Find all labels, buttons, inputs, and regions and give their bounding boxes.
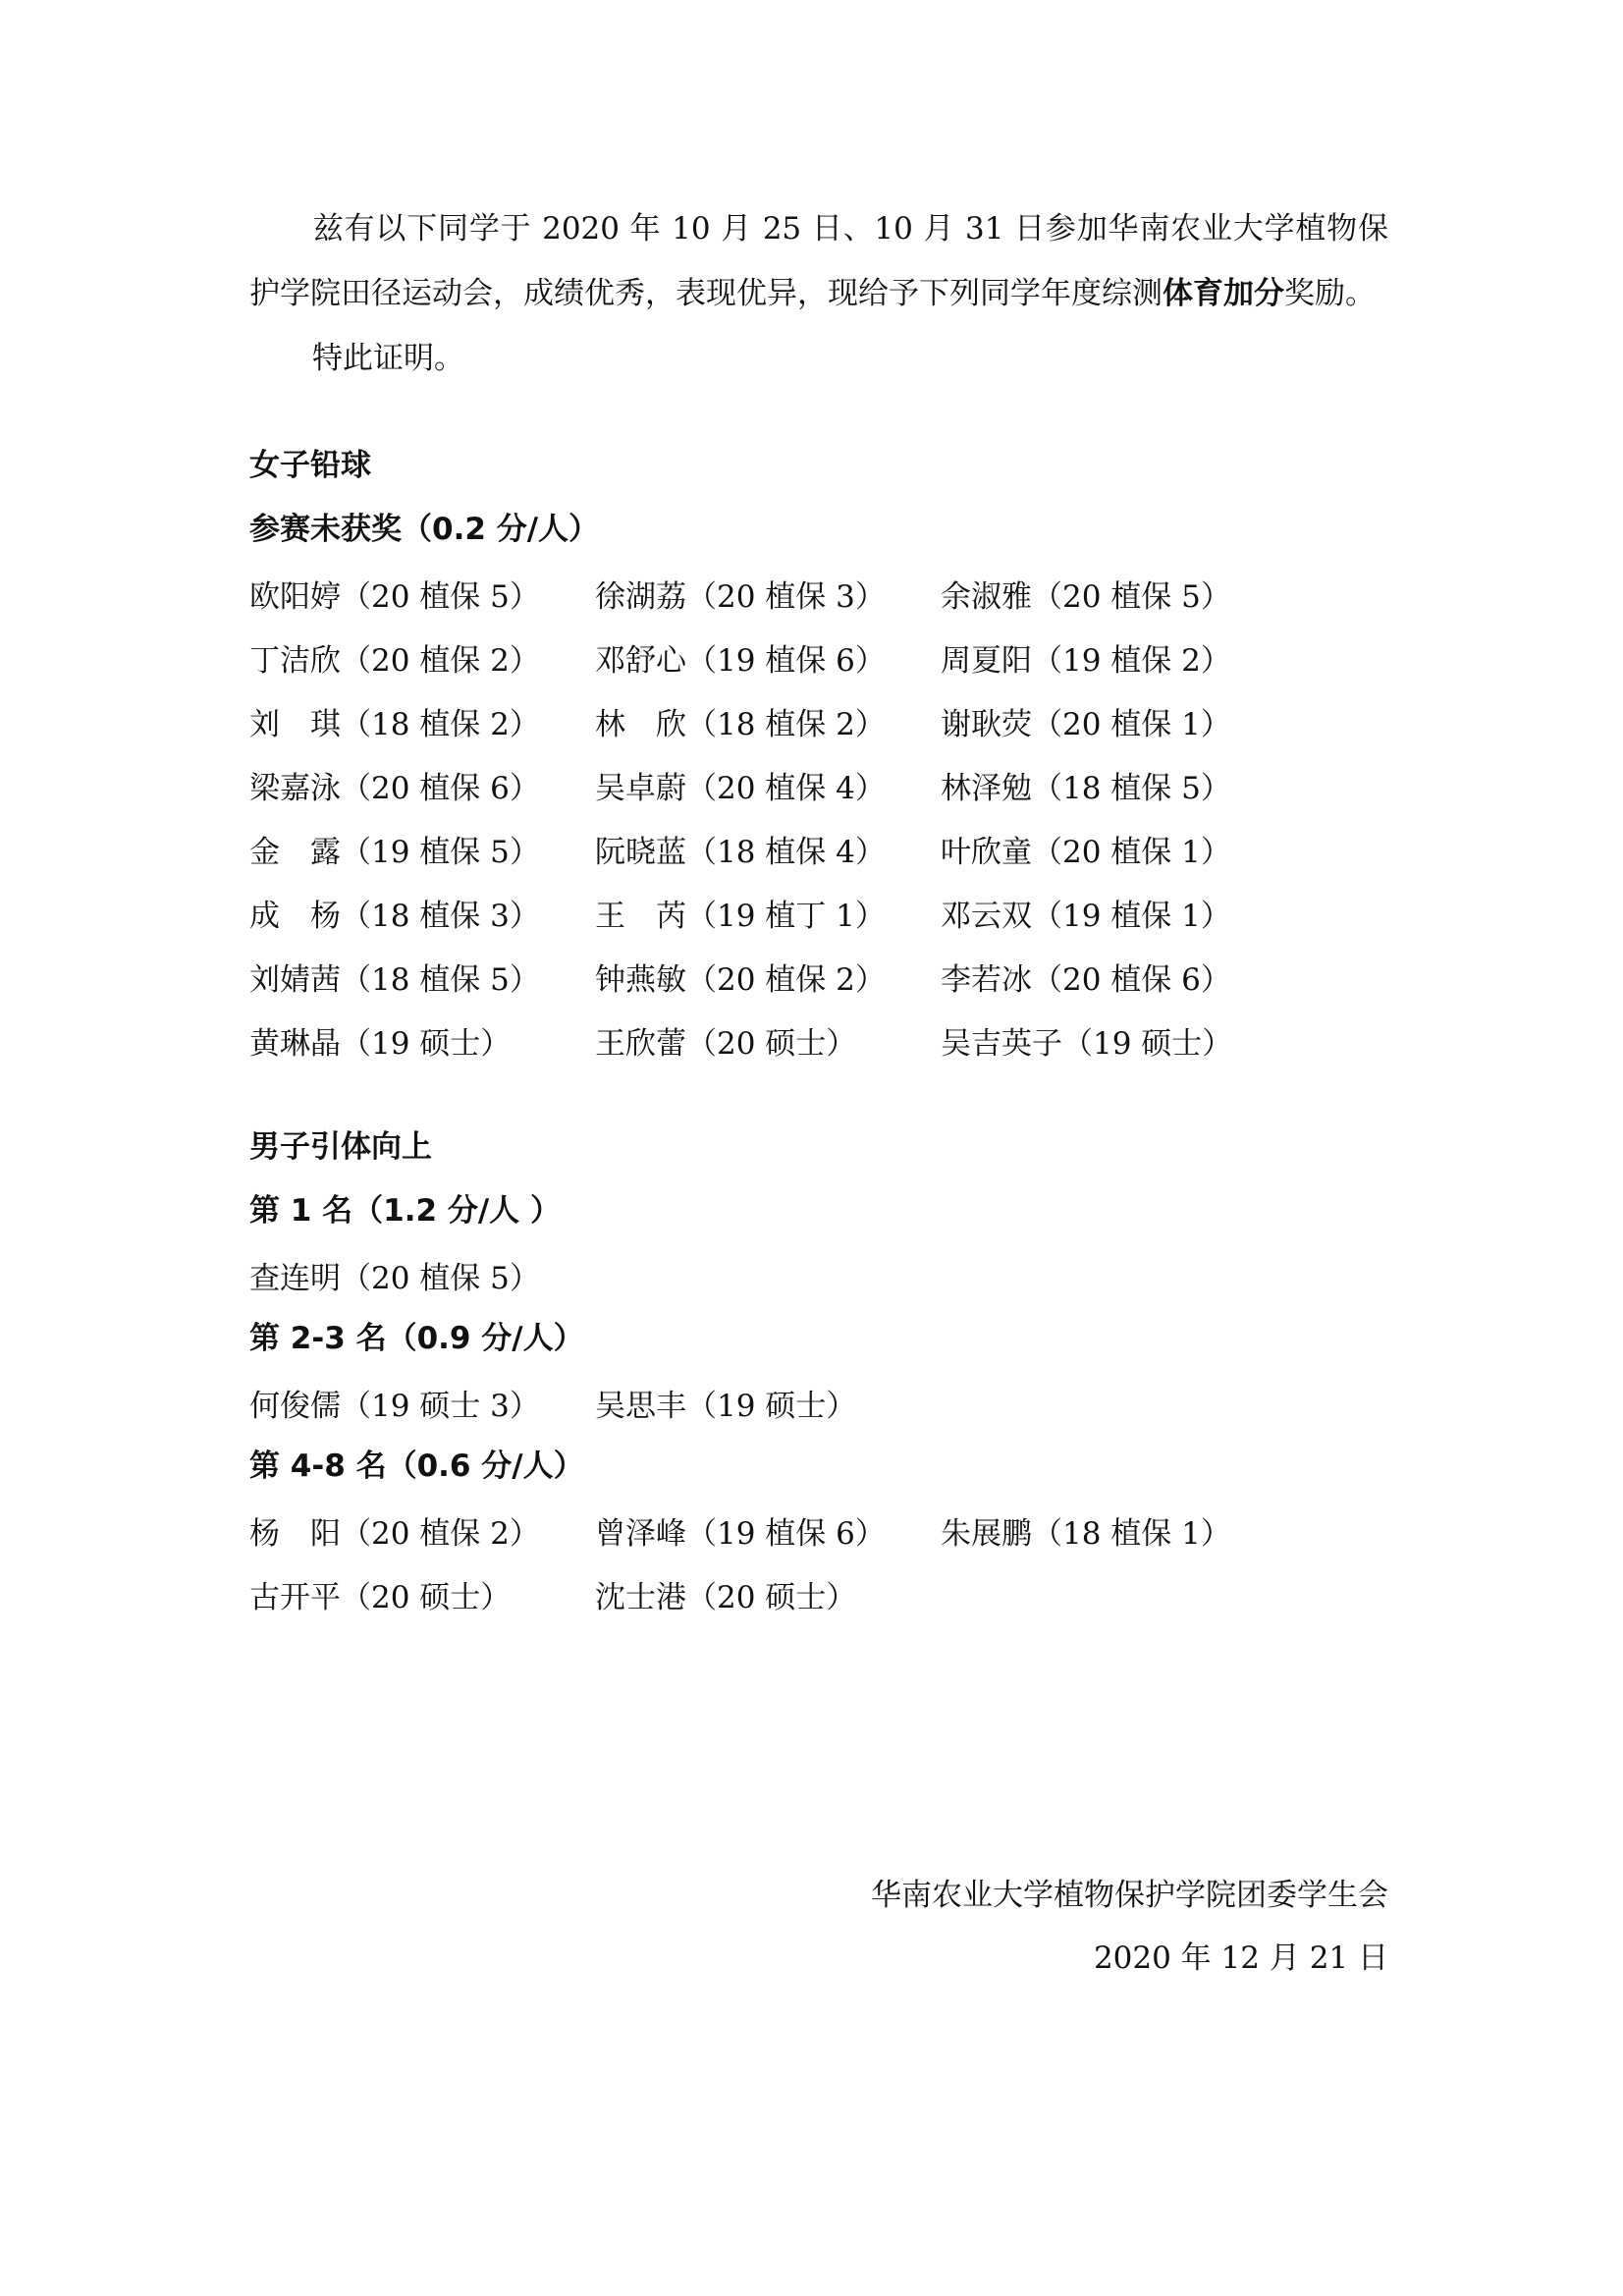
student-entry: 徐湖荔（20 植保 3） [595, 579, 886, 615]
student-entry: 刘婧茜（18 植保 5） [249, 962, 540, 998]
student-entry: 黄琳晶（19 硕士） [249, 1026, 512, 1062]
section-title: 女子铅球 [249, 448, 371, 483]
award-section [249, 434, 1388, 1072]
name-row [249, 1562, 1388, 1626]
group-heading: 第 2-3 名（0.9 分/人） [249, 1321, 584, 1356]
intro-bold-text: 体育加分 [1163, 276, 1284, 311]
group-heading: 第 1 名（1.2 分/人 ） [249, 1193, 561, 1229]
name-list [249, 562, 1388, 1072]
award-sections [249, 434, 1388, 1626]
student-entry: 李若冰（20 植保 6） [941, 962, 1231, 998]
student-entry: 谢耿荧（20 植保 1） [941, 707, 1231, 742]
signature-organization: 华南农业大学植物保护学院团委学生会 [871, 1878, 1388, 1913]
student-entry: 邓舒心（19 植保 6） [595, 643, 886, 679]
student-entry: 古开平（20 硕士） [249, 1580, 512, 1615]
intro-text-end: 奖励。 [1284, 276, 1376, 311]
student-entry: 邓云双（19 植保 1） [941, 899, 1231, 934]
student-entry: 林泽勉（18 植保 5） [941, 771, 1231, 806]
student-entry: 林 欣（18 植保 2） [595, 707, 886, 742]
name-list [249, 1243, 1388, 1307]
name-row [249, 753, 1388, 817]
closing-text: 特此证明。 [312, 341, 464, 376]
student-entry: 查连明（20 植保 5） [249, 1261, 540, 1296]
closing-line [249, 326, 1388, 391]
student-entry: 杨 阳（20 植保 2） [249, 1516, 540, 1552]
student-entry: 何俊儒（19 硕士 3） [249, 1389, 540, 1424]
student-entry: 余淑雅（20 植保 5） [941, 579, 1231, 615]
student-entry: 欧阳婷（20 植保 5） [249, 579, 540, 615]
student-entry: 钟燕敏（20 植保 2） [595, 962, 886, 998]
student-entry: 周夏阳（19 植保 2） [941, 643, 1231, 679]
group-heading: 参赛未获奖（0.2 分/人） [249, 512, 600, 547]
name-row [249, 689, 1388, 753]
student-entry: 金 露（19 植保 5） [249, 835, 540, 870]
intro-paragraph [249, 196, 1388, 326]
student-entry: 王 芮（19 植丁 1） [595, 899, 886, 934]
spacer [249, 391, 1388, 434]
intro-text: 兹有以下同学于 2020 年 10 月 25 日、10 月 31 日参加华南农业大学植物保护学院田径运动会，成绩优秀，表现优异，现给予下列同学年度综测 [249, 211, 1388, 311]
signature-block [871, 1864, 1388, 1990]
student-entry: 吴思丰（19 硕士） [595, 1389, 857, 1424]
document-body [249, 196, 1388, 1626]
group-heading: 第 4-8 名（0.6 分/人） [249, 1449, 584, 1484]
name-row [249, 626, 1388, 689]
name-list [249, 1499, 1388, 1626]
student-entry: 吴卓蔚（20 植保 4） [595, 771, 886, 806]
name-row [249, 817, 1388, 881]
section-title: 男子引体向上 [249, 1129, 432, 1165]
student-entry: 成 杨（18 植保 3） [249, 899, 540, 934]
spacer [249, 1072, 1388, 1116]
student-entry: 丁洁欣（20 植保 2） [249, 643, 540, 679]
student-entry: 阮晓蓝（18 植保 4） [595, 835, 886, 870]
name-row [249, 1371, 1388, 1435]
student-entry: 梁嘉泳（20 植保 6） [249, 771, 540, 806]
student-entry: 王欣蕾（20 硕士） [595, 1026, 857, 1062]
name-row [249, 1243, 1388, 1307]
name-row [249, 1009, 1388, 1072]
student-entry: 吴吉英子（19 硕士） [941, 1026, 1233, 1062]
name-row [249, 1499, 1388, 1562]
name-row [249, 562, 1388, 626]
student-entry: 刘 琪（18 植保 2） [249, 707, 540, 742]
student-entry: 沈士港（20 硕士） [595, 1580, 857, 1615]
student-entry: 朱展鹏（18 植保 1） [941, 1516, 1231, 1552]
signature-date: 2020 年 12 月 21 日 [1093, 1941, 1388, 1976]
award-section [249, 1072, 1388, 1626]
name-row [249, 881, 1388, 945]
name-row [249, 945, 1388, 1009]
student-entry: 叶欣童（20 植保 1） [941, 835, 1231, 870]
student-entry: 曾泽峰（19 植保 6） [595, 1516, 886, 1552]
name-list [249, 1371, 1388, 1435]
